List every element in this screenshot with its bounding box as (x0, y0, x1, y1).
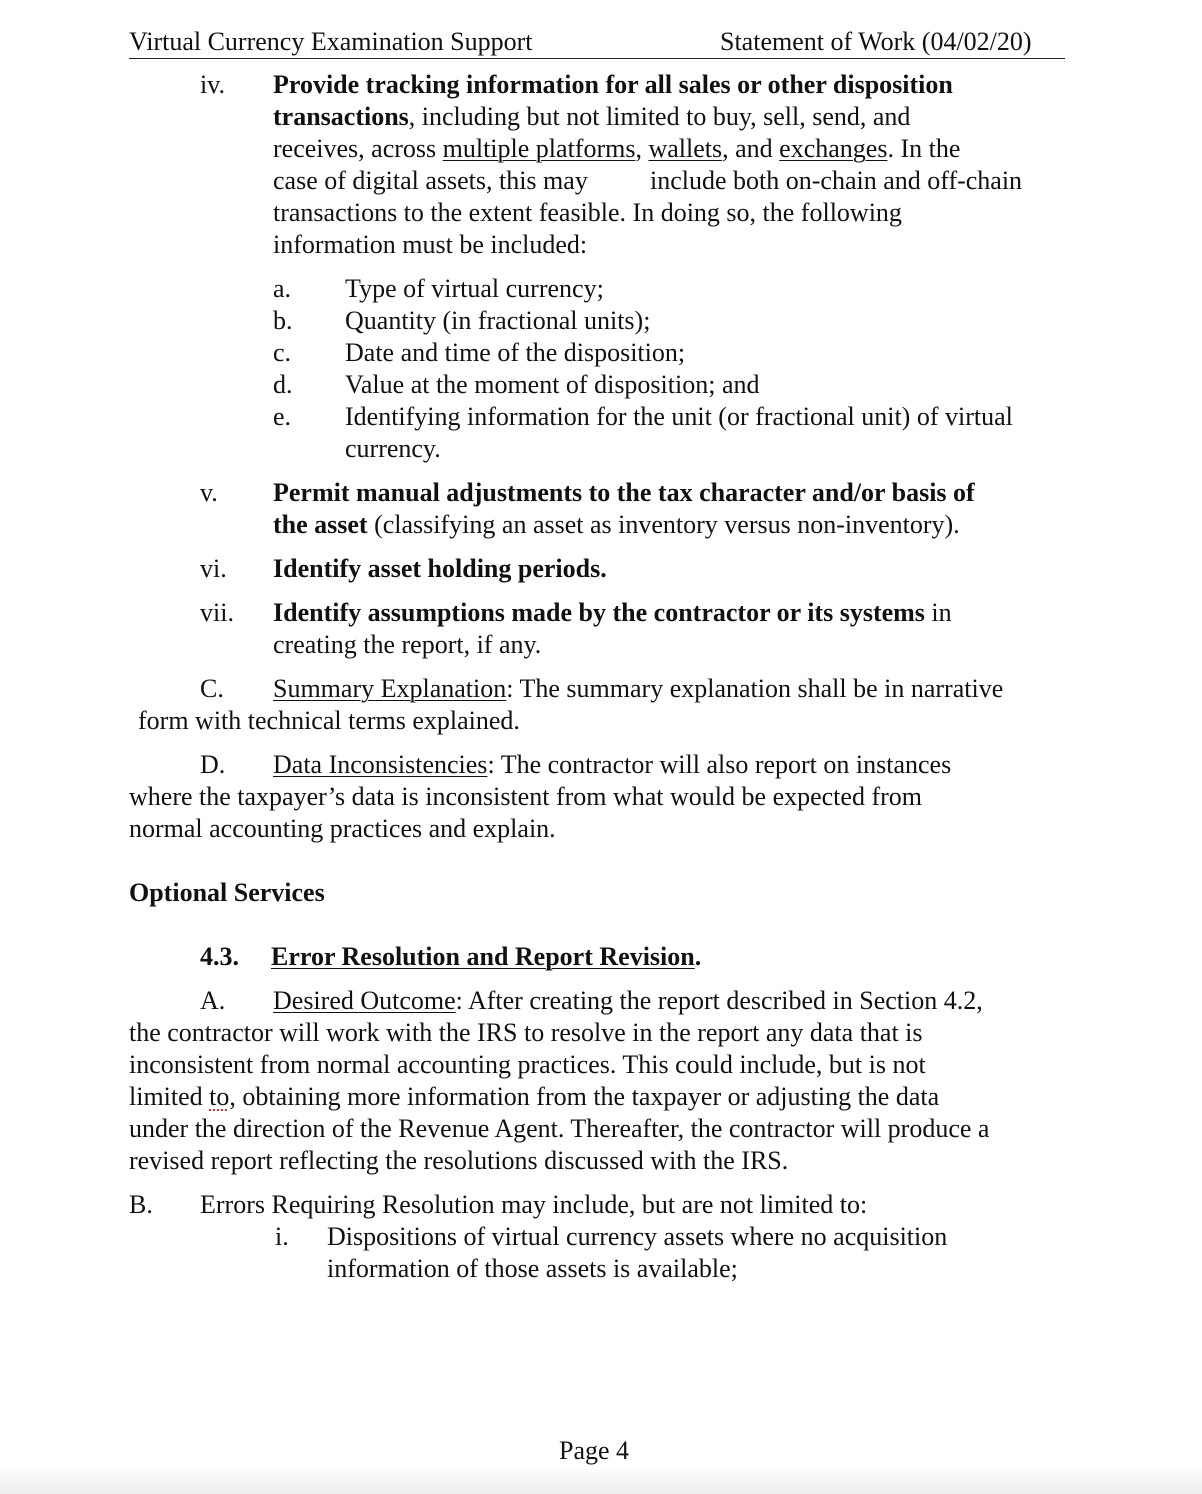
item-iv-line-6: information must be included: (273, 230, 588, 259)
item-iv-line-4b: include both on-chain and off-chain (650, 166, 1023, 195)
item-iv-number: iv. (200, 70, 226, 99)
item-vii-line-1 (273, 597, 952, 629)
para-a-line-1-rest: : After creating the report described in Section 4.2, (455, 986, 983, 1015)
item-iv-bold-term: transactions (273, 102, 409, 131)
para-c-line-1 (273, 673, 1003, 705)
item-iv-line-2-rest: , including but not limited to buy, sell, send, and (408, 102, 911, 131)
para-a-letter: A. (200, 986, 226, 1015)
para-a-line-4-b: , obtaining more information from the taxpayer or adjusting the data (229, 1082, 940, 1111)
para-a-line-3: inconsistent from normal accounting practices. This could include, but is not (129, 1050, 926, 1079)
para-a-line-4 (129, 1081, 939, 1113)
section-4-3-title (271, 941, 701, 973)
section-4-3-number: 4.3. (200, 942, 239, 971)
para-a-title: Desired Outcome (273, 986, 456, 1015)
item-vi-number: vi. (200, 554, 227, 583)
item-v-line-2-rest: (classifying an asset as inventory versus non-inventory). (367, 510, 960, 539)
para-a-line-2: the contractor will work with the IRS to resolve in the report any data that is (129, 1018, 923, 1047)
item-iv-line-1: Provide tracking information for all sales or other disposition (273, 70, 953, 99)
item-v-number: v. (200, 478, 218, 507)
para-a-line-1 (273, 985, 983, 1017)
para-d-line-2: where the taxpayer’s data is inconsistent from what would be expected from (129, 782, 922, 811)
para-a-line-6: revised report reflecting the resolutions discussed with the IRS. (129, 1146, 789, 1175)
para-d-line-3: normal accounting practices and explain. (129, 814, 556, 843)
section-4-3-title-text: Error Resolution and Report Revision (271, 942, 695, 971)
item-iv-line-3-a: receives, across (273, 134, 443, 163)
item-vi-line-1: Identify asset holding periods. (273, 554, 607, 583)
para-a-line-4-a: limited (129, 1082, 210, 1111)
para-d-title: Data Inconsistencies (273, 750, 488, 779)
link-multiple-platforms: multiple platforms (442, 134, 636, 163)
para-b-sub-line-1: Dispositions of virtual currency assets where no acquisition (327, 1222, 948, 1251)
header-title: Virtual Currency Examination Support (129, 27, 533, 56)
page-number: Page 4 (559, 1436, 630, 1465)
item-iv-line-3-b: , (635, 134, 649, 163)
para-b-sub-line-2: information of those assets is available; (327, 1254, 738, 1283)
item-iv-line-3-d: . In the (887, 134, 961, 163)
para-a-line-5: under the direction of the Revenue Agent. Thereafter, the contractor will produce a (129, 1114, 990, 1143)
sublist-letter-a: a. (273, 274, 292, 303)
sublist-item-b: Quantity (in fractional units); (345, 306, 651, 335)
header-rule (129, 58, 1065, 59)
para-b-text: Errors Requiring Resolution may include, but are not limited to: (200, 1190, 868, 1219)
para-c-line-1-rest: : The summary explanation shall be in narrative (506, 674, 1004, 703)
para-d-line-1-rest: : The contractor will also report on instances (487, 750, 952, 779)
item-iv-line-5: transactions to the extent feasible. In doing so, the following (273, 198, 902, 227)
item-vii-line-2: creating the report, if any. (273, 630, 542, 659)
item-iv-line-2 (273, 101, 910, 133)
sublist-item-c: Date and time of the disposition; (345, 338, 686, 367)
item-iv-line-3-c: , and (722, 134, 780, 163)
para-b-sub-number: i. (275, 1222, 289, 1251)
para-d-line-1 (273, 749, 951, 781)
para-c-title: Summary Explanation (273, 674, 507, 703)
item-vii-line-1-rest: in (924, 598, 952, 627)
item-vii-number: vii. (200, 598, 234, 627)
link-wallets: wallets (648, 134, 723, 163)
sublist-letter-e: e. (273, 402, 292, 431)
para-c-line-2: form with technical terms explained. (138, 706, 520, 735)
item-v-line-2 (273, 509, 960, 541)
spellcheck-flagged-word[interactable]: to (209, 1082, 230, 1111)
para-b-letter: B. (129, 1190, 153, 1219)
item-v-bold-term: the asset (273, 510, 368, 539)
item-v-line-1: Permit manual adjustments to the tax character and/or basis of (273, 478, 975, 507)
sublist-item-e: Identifying information for the unit (or fractional unit) of virtual (345, 402, 1013, 431)
header-sow-date: Statement of Work (04/02/20) (720, 27, 1032, 56)
sublist-item-a: Type of virtual currency; (345, 274, 604, 303)
link-exchanges: exchanges (779, 134, 888, 163)
item-iv-line-3 (273, 133, 960, 165)
item-iv-line-4a: case of digital assets, this may (273, 166, 588, 195)
sublist-letter-b: b. (273, 306, 293, 335)
window-bottom-edge (0, 1466, 1202, 1494)
sublist-item-e-cont: currency. (345, 434, 441, 463)
para-d-letter: D. (200, 750, 226, 779)
optional-services-heading: Optional Services (129, 878, 325, 907)
item-vii-bold-text: Identify assumptions made by the contractor or its systems (273, 598, 925, 627)
sublist-item-d: Value at the moment of disposition; and (345, 370, 760, 399)
sublist-letter-d: d. (273, 370, 293, 399)
para-c-letter: C. (200, 674, 224, 703)
sublist-letter-c: c. (273, 338, 292, 367)
section-4-3-period: . (694, 942, 702, 971)
